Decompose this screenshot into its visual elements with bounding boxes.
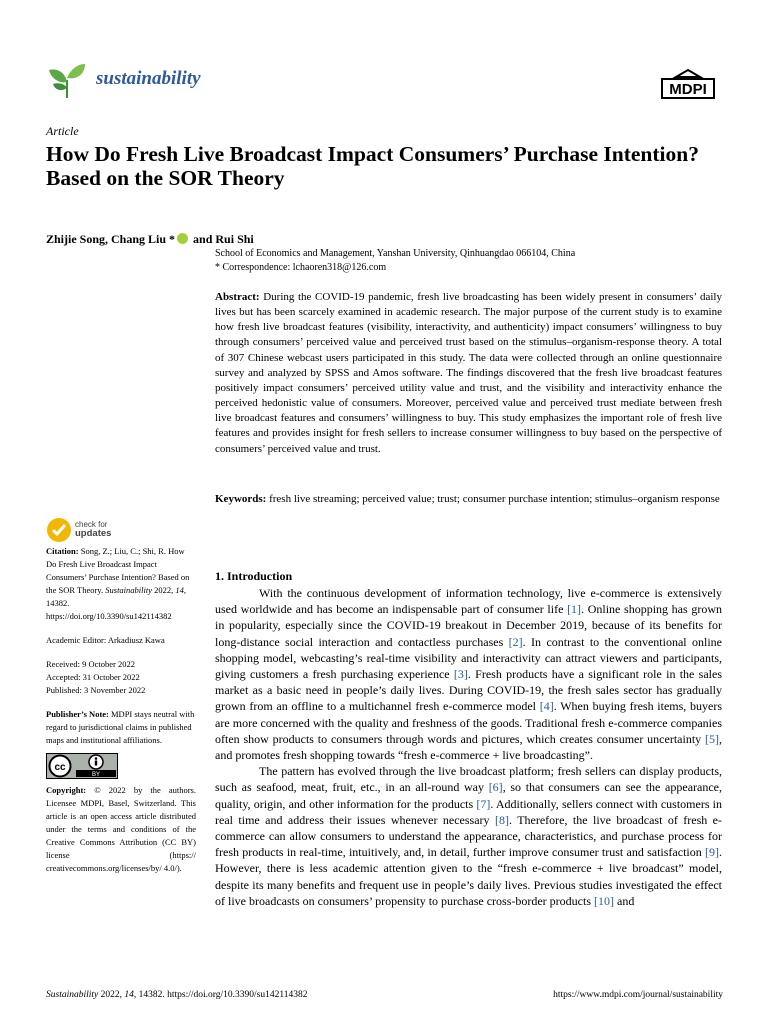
check-updates-button[interactable] [46,517,166,547]
authors-list-end[interactable]: and Rui Shi [190,232,254,246]
keywords-label: Keywords: [215,493,267,505]
reference-link[interactable]: [8] [494,812,509,827]
academic-editor: Academic Editor: Arkadiusz Kawa [46,635,165,645]
p1-text-c: . In contrast to the conventional online shopping model, webcasting’s real-time visibility and interactivity can attract viewers and participants, giving customers a fresh purchasing experience [215,634,722,682]
footer-doi[interactable]: , 14382. https://doi.org/10.3390/su142114382 [133,990,308,1000]
abstract-label: Abstract: [215,291,260,303]
p1-text-a: With the continuous development of information technology, live e-commerce is extensively used worldwide and has become an indispensable part of consumer life [215,586,722,617]
footer-journal-url[interactable]: https://www.mdpi.com/journal/sustainability [553,990,723,1000]
citation-label: Citation: [46,546,79,556]
reference-link[interactable]: [10] [594,893,615,908]
footer-volume: 14 [124,990,134,1000]
footer-journal: Sustainability [46,990,99,1000]
publisher-note-label: Publisher’s Note: [46,709,109,719]
citation-doi[interactable]: , 14382. https://doi.org/10.3390/su142114382 [46,585,187,621]
p2-text-b: , so that consumers can see the appearance, quality, origin, and other information for the products [215,780,722,811]
journal-name[interactable]: sustainability [96,68,201,89]
keywords [215,492,722,507]
p2-text-c: . Additionally, sellers connect with customers in real time and address their issues whenever necessary [215,796,723,827]
reference-link[interactable]: [5] [705,731,719,746]
publisher-note-text: MDPI stays neutral with regard to jurisdictional claims in published maps and institutional affiliations. [46,709,195,745]
p1-text-e: . When buying fresh items, buyers are more concerned with the quality and freshness of the goods. Traditional fresh e-commerce companies often show products to consumers through words and pictures, which creates consumer uncertainty [215,699,722,746]
p2-text-d: . Therefore, the live broadcast of fresh e-commerce can allow consumers to understand the appearance, characteristics, and purchase process for fresh products in real-time, intuitively, and, in detail, further improve consumer trust and satisfaction [215,812,722,860]
cc-by-badge: BY [91,772,101,778]
paragraph-1 [215,585,722,763]
mdpi-logo-text: MDPI [669,81,707,98]
published-date: Published: 3 November 2022 [46,685,146,695]
citation-journal: Sustainability [105,585,153,595]
check-updates-line2: updates [75,528,112,539]
footer-citation [46,990,308,1000]
copyright-label: Copyright: [46,785,87,795]
p1-text-d: . Fresh products have a significant role in the sales market as a basic need in people’s daily lives. During COVID-19, the fresh sales sector has gradually grown from an offline to a multichannel fresh e-commerce model [215,667,722,714]
received-date: Received: 9 October 2022 [46,659,135,669]
p1-text-f: , and promotes fresh shopping towards “fresh e-commerce + live broadcasting”. [215,731,722,763]
paragraph-2 [215,763,722,909]
reference-link[interactable]: [9] [705,845,719,860]
authors [46,232,254,247]
check-updates-icon [46,517,72,543]
copyright [46,784,196,875]
citation-text: Song, Z.; Liu, C.; Shi, R. How Do Fresh Live Broadcast Impact Consumers’ Purchase Intention? Based on the SOR Theory. [46,546,190,595]
reference-link[interactable]: [4] [539,699,554,714]
reference-link[interactable]: [3] [453,667,468,682]
affiliation-block [215,247,725,275]
svg-text:cc: cc [54,762,66,773]
sidebar [46,545,196,875]
correspondence[interactable]: * Correspondence: lchaoren318@126.com [215,262,387,273]
article-title: How Do Fresh Live Broadcast Impact Consumers’ Purchase Intention? Based on the SOR Theory [46,142,699,190]
mdpi-logo[interactable] [656,68,720,100]
p2-text-e: . However, there is less academic attention given to the “fresh e-commerce + live broadcast” model, despite its many benefits and frequent use in people’s daily lives. Previous studies investigated the effect of live broadcasts on consumers’ propensity to purchase cross-border products [215,845,722,908]
affiliation: School of Economics and Management, Yanshan University, Qinhuangdao 066104, China [215,248,576,259]
reference-link[interactable]: [2] [508,634,523,649]
abstract [215,290,722,457]
citation-year: 2022, [152,585,176,595]
orcid-icon[interactable] [177,233,188,244]
p2-text-a: The pattern has evolved through the live broadcast platform; fresh sellers can display products, such as seafood, meat, fruit, etc., in an all-round way [215,764,722,795]
check-updates-line1: check for [75,520,108,529]
body-text [215,585,722,909]
cc-by-license-icon[interactable] [46,753,118,779]
keywords-text: fresh live streaming; perceived value; trust; consumer purchase intention; stimulus–organism response [266,493,720,505]
reference-link[interactable]: [7] [476,796,491,811]
publisher-note [46,708,196,747]
citation [46,545,196,623]
copyright-text: © 2022 by the authors. Licensee MDPI, Basel, Switzerland. This article is an open access article distributed under the terms and conditions of the Creative Commons Attribution (CC BY) license (https:// creativecommons.org/licenses/by/ 4.0/). [46,785,196,873]
p1-text-b: . Online shopping has grown in popularity, especially since the COVID-19 breakout in December 2019, because of its benefits for long-distance social interaction and contactless purchases [215,602,722,649]
article-type: Article [46,124,79,138]
reference-link[interactable]: [6] [488,780,503,795]
citation-volume: 14 [175,585,184,595]
leaf-sprout-icon [47,62,87,102]
authors-list[interactable]: Zhijie Song, Chang Liu * [46,232,176,246]
abstract-text: During the COVID-19 pandemic, fresh live broadcasting has been widely present in consumers’ daily lives but has been scarcely examined in academic research. The major purpose of the current study is to examine how fresh live broadcast features (visibility, interactivity, and authenticity) impact consumers’ willingness to buy through consumers’ perceived value and perceived trust based on the stimulus–organism-response theory. A total of 307 Chinese webcast users participated in this study. The data were collected through an online questionnaire survey and analyzed by SPSS and Amos software. The findings discovered that the fresh live broadcast features positively impact consumers’ perceived utility value and trust, and the visibility and interactivity enhance the perceived hedonistic value of consumers. Moreover, perceived value and perceived trust mediate between fresh live broadcast features and consumers’ willingness to buy. This study emphasizes the important role of fresh live features and provides insight for fresh sellers to increase consumer willingness to buy based on the perspective of consumers’ perceived value and trust. [215,291,722,455]
p2-text-f: and [614,893,635,908]
section-title: 1. Introduction [215,569,293,583]
reference-link[interactable]: [1] [567,602,582,617]
footer-year: 2022, [98,990,125,1000]
accepted-date: Accepted: 31 October 2022 [46,672,140,682]
